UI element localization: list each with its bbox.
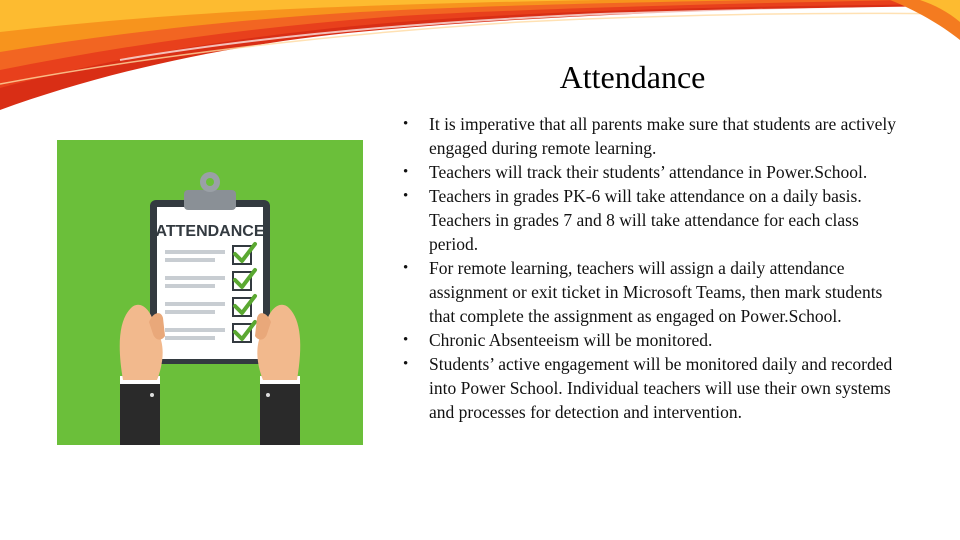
- bullet-text: Teachers in grades PK-6 will take attendance on a daily basis. Teachers in grades 7 and 8 will take attendance for each class period.: [429, 186, 862, 254]
- bullet-item: [400, 112, 900, 160]
- bullet-marker: •: [403, 332, 409, 348]
- bullet-marker: •: [403, 356, 409, 372]
- bullet-text: Teachers will track their students’ attendance in Power.School.: [429, 162, 868, 182]
- bullet-item: [400, 160, 900, 184]
- bullet-marker: •: [403, 188, 409, 204]
- bullet-text: Students’ active engagement will be monitored daily and recorded into Power School. Individual teachers will use their own systems and processes for detection and intervention.: [429, 354, 893, 422]
- bullet-item: [400, 352, 900, 424]
- bullet-marker: •: [403, 260, 409, 276]
- bullet-item: [400, 184, 900, 256]
- attendance-clipboard-icon: [57, 140, 363, 445]
- bullet-text: It is imperative that all parents make sure that students are actively engaged during remote learning.: [429, 114, 896, 158]
- bullet-text: For remote learning, teachers will assign a daily attendance assignment or exit ticket in Microsoft Teams, then mark students that complete the assignment as engaged on Power.School.: [429, 258, 883, 326]
- bullet-marker: •: [403, 164, 409, 180]
- bullet-item: [400, 256, 900, 328]
- bullet-item: [400, 328, 900, 352]
- bullet-marker: •: [403, 116, 409, 132]
- svg-text:ATTENDANCE: ATTENDANCE: [155, 223, 265, 240]
- bullet-text: Chronic Absenteeism will be monitored.: [429, 330, 713, 350]
- page-title: Attendance: [559, 59, 706, 95]
- bullet-list: [400, 112, 900, 424]
